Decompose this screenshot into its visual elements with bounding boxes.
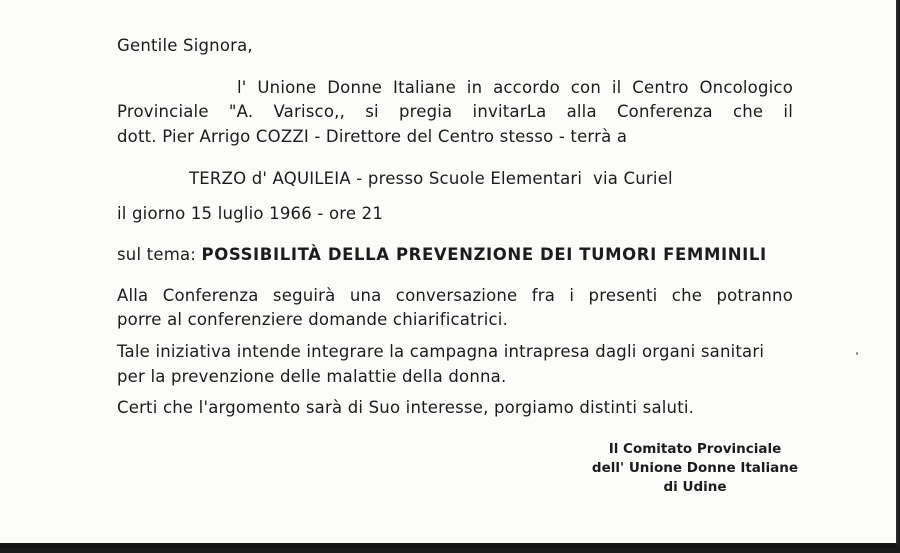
salutation: Gentile Signora, <box>117 36 253 55</box>
closing-line: Certi che l'argomento sarà di Suo interesse, porgiamo distinti saluti. <box>117 398 695 417</box>
topic-prefix: sul tema: <box>117 245 197 264</box>
intro-line-3: dott. Pier Arrigo COZZI - Direttore del Centro stesso - terrà a <box>117 127 628 146</box>
intro-line-2: Provinciale "A. Varisco,, si pregia invitarLa alla Conferenza che il <box>117 102 793 121</box>
topic-title: POSSIBILITÀ DELLA PREVENZIONE DEI TUMORI FEMMINILI <box>201 245 767 264</box>
signature-line-3: di Udine <box>663 479 727 495</box>
intro-line-1: l' Unione Donne Italiane in accordo con il Centro Oncologico <box>237 78 793 97</box>
signature-line-1: Il Comitato Provinciale <box>608 441 782 457</box>
signature-block <box>590 440 800 497</box>
paragraph-2-line-2: porre al conferenziere domande chiarificatrici. <box>117 310 509 329</box>
event-location: TERZO d' AQUILEIA - presso Scuole Elementari via Curiel <box>189 169 673 188</box>
paragraph-2-line-1: Alla Conferenza seguirà una conversazione fra i presenti che potranno <box>117 286 793 305</box>
paragraph-3-line-2: per la prevenzione delle malattie della donna. <box>117 367 507 386</box>
paragraph-3-line-1: Tale iniziativa intende integrare la campagna intrapresa dagli organi sanitari <box>117 342 765 361</box>
topic-line <box>117 245 767 264</box>
paper-speck <box>856 352 858 355</box>
event-date: il giorno 15 luglio 1966 - ore 21 <box>117 204 384 223</box>
signature-line-2: dell' Unione Donne Italiane <box>591 460 799 476</box>
